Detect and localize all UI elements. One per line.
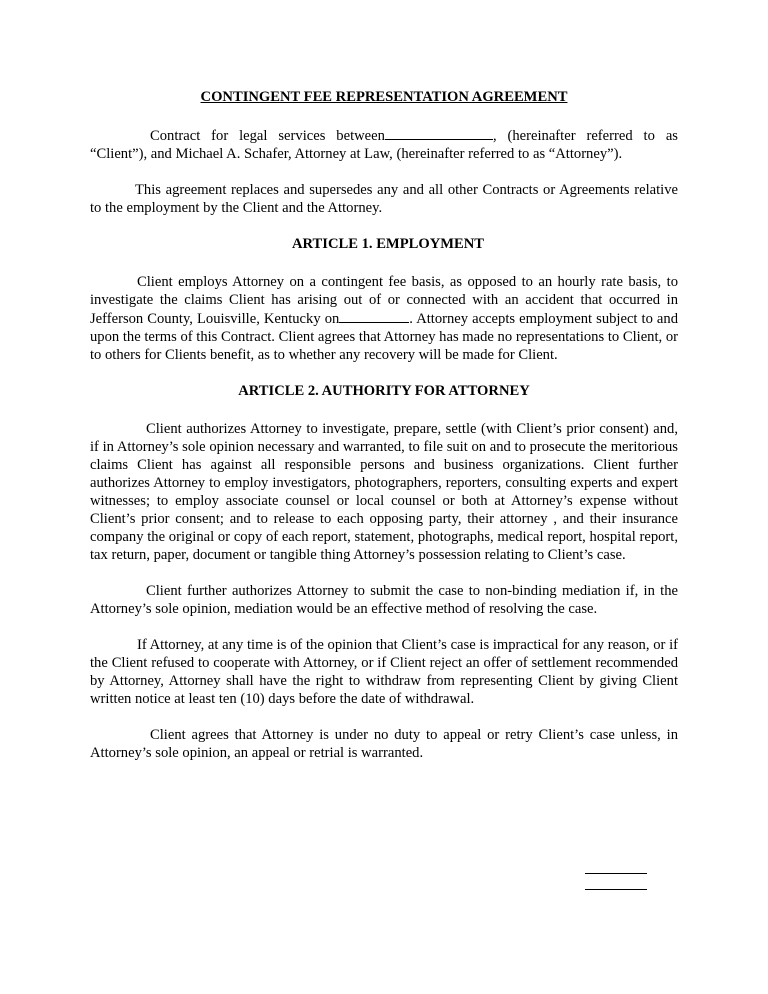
initials-line-1 bbox=[585, 873, 647, 874]
article-1-text-1: Client employs Attorney on a contingent fee basis, as opposed to an hourly rate basis, to investigate the claims Client has arising out of or connected with an accident that occurred in Jefferson County, Louisville, Kentucky on bbox=[90, 274, 678, 327]
intro-text-1: Contract for legal services between bbox=[150, 128, 385, 144]
intro-paragraph bbox=[90, 126, 678, 163]
initials-line-2 bbox=[585, 889, 647, 890]
article-2-paragraph-1: Client authorizes Attorney to investigate, prepare, settle (with Client’s prior consent) and, if in Attorney’s sole opinion necessary and warranted, to file suit on and to prosecute the meritorious claims Client has against all responsible persons and business organizations. Client further authorizes Attorney to employ investigators, photographers, reporters, consulting experts and expert witnesses; to employ associate counsel or local counsel or both at Attorney’s expense without Client’s prior consent; and to release to each opposing party, their attorney , and their insurance company the original or copy of each report, statement, photographs, medical report, hospital report, tax return, paper, document or tangible thing Attorney’s possession relating to Client’s case. bbox=[90, 421, 678, 563]
client-name-blank bbox=[385, 126, 493, 140]
accident-date-blank bbox=[339, 309, 409, 323]
article-1-heading: ARTICLE 1. EMPLOYMENT bbox=[291, 236, 485, 252]
article-2-paragraph-4: Client agrees that Attorney is under no duty to appeal or retry Client’s case unless, in Attorney’s sole opinion, an appeal or retrial is warranted. bbox=[90, 727, 678, 761]
article-1-text-2: . Attorney accepts employment subject to and upon the terms of this Contract. Client agrees that Attorney has made no representations to Client, or to others for Clients benefit, as to whether any recovery will be made for Client. bbox=[90, 311, 679, 363]
intro-text-2: , (hereinafter referred to as “Client”), and Michael A. Schafer, Attorney at Law, (hereinafter referred to as “Attorney”). bbox=[90, 128, 678, 162]
document-page bbox=[90, 88, 678, 780]
article-2-heading: ARTICLE 2. AUTHORITY FOR ATTORNEY bbox=[238, 383, 530, 399]
article-2-paragraph-2: Client further authorizes Attorney to submit the case to non-binding mediation if, in the Attorney’s sole opinion, mediation would be an effective method of resolving the case. bbox=[90, 583, 678, 617]
document-title: CONTINGENT FEE REPRESENTATION AGREEMENT bbox=[200, 89, 568, 105]
replaces-paragraph: This agreement replaces and supersedes any and all other Contracts or Agreements relative to the employment by the Client and the Attorney. bbox=[90, 182, 678, 216]
article-1-paragraph bbox=[90, 273, 678, 364]
article-2-paragraph-3: If Attorney, at any time is of the opinion that Client’s case is impractical for any reason, or if the Client refused to cooperate with Attorney, or if Client reject an offer of settlement recommended by Attorney, Attorney shall have the right to withdraw from representing Client by giving Client written notice at least ten (10) days before the date of withdrawal. bbox=[90, 637, 678, 707]
